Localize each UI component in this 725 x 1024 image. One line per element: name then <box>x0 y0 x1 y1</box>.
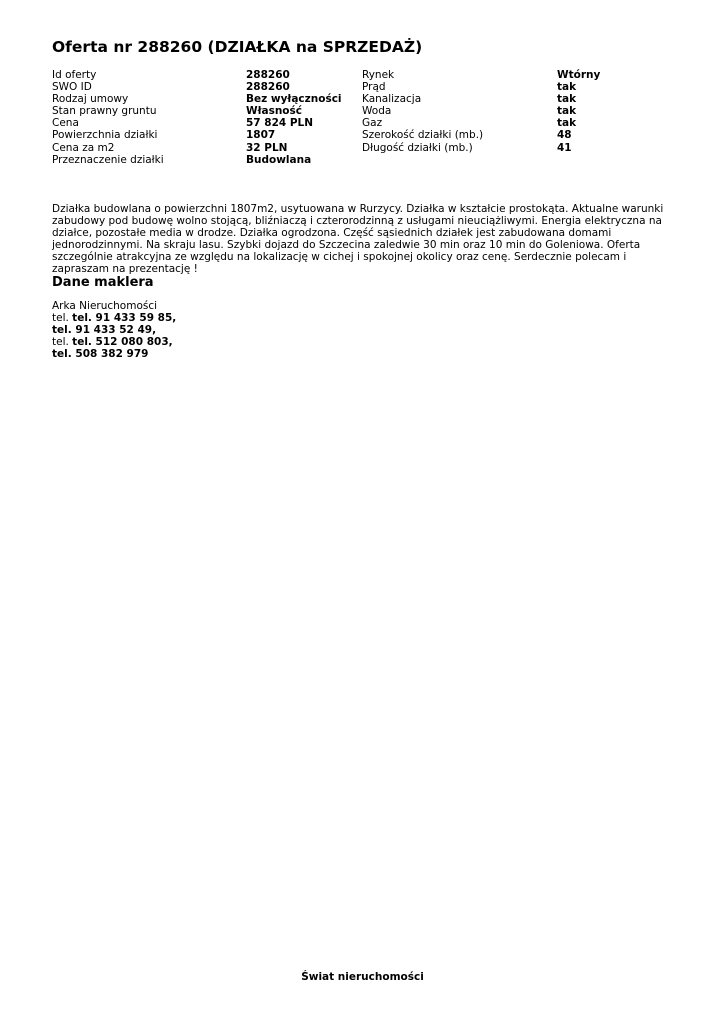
detail-value: tak <box>557 81 577 94</box>
detail-label: Długość działki (mb.) <box>362 141 473 154</box>
detail-label: Id oferty <box>52 69 97 81</box>
detail-label: Woda <box>362 105 392 118</box>
broker-phone-line <box>52 312 176 324</box>
detail-label: Cena <box>52 117 79 130</box>
detail-value: 48 <box>557 129 572 142</box>
details-left-labels <box>52 69 164 166</box>
detail-value: 41 <box>557 141 572 154</box>
broker-heading: Dane maklera <box>52 275 154 290</box>
details-right-values <box>557 69 600 154</box>
detail-label: Powierzchnia działki <box>52 129 158 142</box>
broker-contact <box>52 300 176 360</box>
detail-label: Cena za m2 <box>52 141 115 154</box>
detail-label: Stan prawny gruntu <box>52 105 157 118</box>
phone-number: tel. 91 433 59 85, <box>72 312 177 325</box>
details-right-labels <box>362 69 483 154</box>
detail-label: Szerokość działki (mb.) <box>362 129 484 142</box>
page-footer: Świat nieruchomości <box>301 971 424 983</box>
detail-value: tak <box>557 117 577 130</box>
detail-label: Rodzaj umowy <box>52 93 129 106</box>
detail-label: Gaz <box>362 117 383 130</box>
phone-number: tel. 508 382 979 <box>52 348 149 361</box>
broker-phone-line <box>52 348 176 360</box>
detail-value: Budowlana <box>246 153 312 166</box>
detail-value: 57 824 PLN <box>246 117 314 130</box>
phone-number: tel. 91 433 52 49, <box>52 324 157 337</box>
detail-label: Przeznaczenie działki <box>52 153 164 166</box>
detail-value: 32 PLN <box>246 141 288 154</box>
detail-value: 1807 <box>246 129 276 142</box>
detail-label: Prąd <box>362 81 386 94</box>
offer-description: Działka budowlana o powierzchni 1807m2, usytuowana w Rurzycy. Działka w kształcie prostokąta. Aktualne warunki zabudowy pod budowę wolno stojącą, bliźniaczą i czterorodzinną z usługami nieuciążliwymi. Energia elektryczna na działce, pozostałe media w drodze. Działka ogrodzona. Część sąsiednich działek jest zabudowana domami jednorodzinnymi. Na skraju lasu. Szybki dojazd do Szczecina zaledwie 30 min oraz 10 min do Goleniowa. Oferta szczególnie atrakcyjna ze względu na lokalizację w cichej i spokojnej okolicy oraz cenę. Serdecznie polecam i zapraszam na prezentację ! <box>52 203 664 276</box>
detail-value: tak <box>557 105 577 118</box>
broker-agency: Arka Nieruchomości <box>52 300 158 312</box>
detail-label: Rynek <box>362 69 395 81</box>
broker-phone-line <box>52 336 176 348</box>
detail-value: Bez wyłączności <box>246 93 342 106</box>
details-left-values <box>246 69 342 166</box>
broker-phone-line <box>52 324 176 336</box>
detail-value: Wtórny <box>557 69 601 81</box>
phone-prefix: tel. <box>52 312 73 325</box>
detail-value: Własność <box>246 105 302 118</box>
detail-value: 288260 <box>246 81 290 94</box>
detail-label: Kanalizacja <box>362 93 422 106</box>
detail-label: SWO ID <box>52 81 92 94</box>
detail-value: 288260 <box>246 69 290 81</box>
phone-prefix: tel. <box>52 336 73 349</box>
phone-number: tel. 512 080 803, <box>72 336 173 349</box>
page-title: Oferta nr 288260 (DZIAŁKA na SPRZEDAŻ) <box>52 38 423 56</box>
detail-value: tak <box>557 93 577 106</box>
